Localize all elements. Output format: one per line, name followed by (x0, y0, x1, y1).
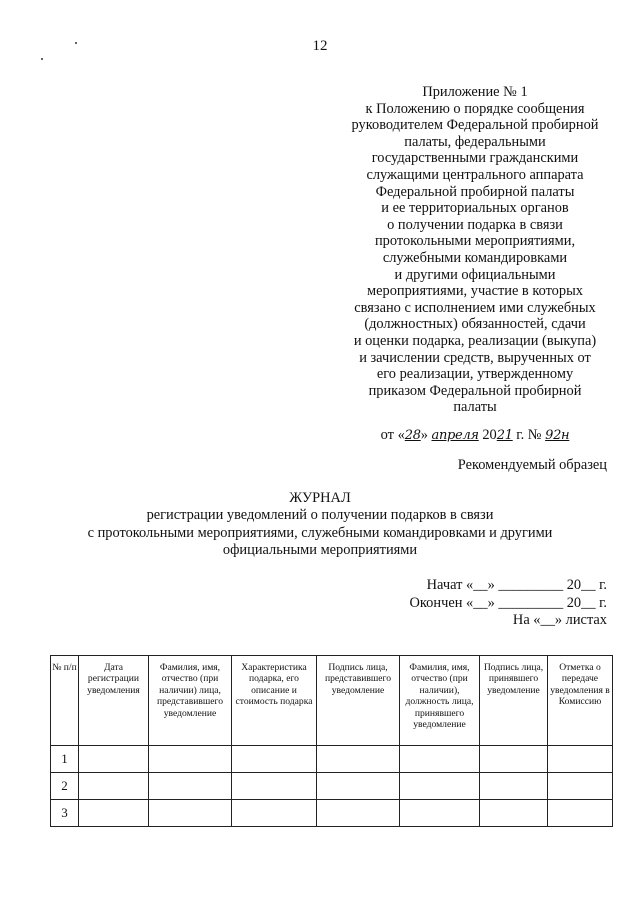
header-submitter-signature: Подпись лица, представившего уведомление (317, 656, 400, 746)
table-cell (548, 800, 613, 827)
order-number: 92н (545, 428, 570, 443)
table-cell (480, 746, 548, 773)
appendix-line: государственными гражданскими (371, 150, 579, 167)
table-row (51, 773, 613, 800)
appendix-line: палаты (453, 399, 497, 416)
header-submitter-name: Фамилия, имя, отчество (при наличии) лица, представившего уведомление (149, 656, 232, 746)
order-number-label: г. № (512, 427, 546, 443)
appendix-line: Федеральной пробирной палаты (375, 183, 575, 200)
header-commission-mark: Отметка о передаче уведомления в Комиссию (548, 656, 613, 746)
scan-speck (75, 42, 77, 44)
table-cell (149, 746, 232, 773)
table-cell (149, 773, 232, 800)
order-day: 28 (404, 428, 421, 443)
appendix-line: палаты, федеральными (404, 133, 546, 150)
order-month: апреля (431, 428, 479, 443)
page-number: 12 (312, 38, 328, 54)
journal-description (40, 507, 600, 560)
header-receiver-name: Фамилия, имя, отчество (при наличии), должность лица, принявшего уведомление (400, 656, 480, 746)
journal-ended: Окончен «__» _________ 20__ г. (409, 595, 607, 611)
appendix-line: служебными командировками (382, 249, 568, 266)
header-receiver-signature: Подпись лица, принявшего уведомление (480, 656, 548, 746)
appendix-line: и зачислении средств, вырученных от (359, 349, 591, 366)
appendix-line: и оценки подарка, реализации (выкупа) (353, 332, 597, 349)
appendix-line: и другими официальными (394, 266, 556, 283)
scan-speck (41, 58, 43, 60)
table-cell (480, 773, 548, 800)
order-year-prefix: 20 (478, 427, 497, 443)
journal-started: Начат «__» _________ 20__ г. (426, 577, 607, 593)
table-cell (232, 746, 317, 773)
row-number: 2 (51, 773, 79, 800)
table-cell (232, 773, 317, 800)
appendix-line: (должностных) обязанностей, сдачи (364, 316, 586, 333)
appendix-line: к Положению о порядке сообщения (365, 100, 585, 117)
sample-label: Рекомендуемый образец (457, 457, 607, 473)
table-row (51, 800, 613, 827)
row-number: 1 (51, 746, 79, 773)
table-cell (400, 773, 480, 800)
table-cell (480, 800, 548, 827)
order-year-suffix: 21 (496, 428, 513, 443)
appendix-line: протокольными мероприятиями, (374, 233, 576, 250)
appendix-line: приказом Федеральной пробирной (368, 382, 582, 399)
table-cell (149, 800, 232, 827)
appendix-heading (325, 84, 625, 416)
table-cell (79, 800, 149, 827)
journal-sheets: На «__» листах (512, 612, 607, 628)
table-cell (79, 773, 149, 800)
appendix-line: Приложение № 1 (422, 84, 528, 100)
header-registration-date: Дата регистрации уведомления (79, 656, 149, 746)
row-number: 3 (51, 800, 79, 827)
appendix-line: мероприятиями, участие в которых (367, 283, 583, 300)
table-cell (317, 773, 400, 800)
order-prefix: от « (380, 427, 405, 443)
journal-title: ЖУРНАЛ (289, 490, 351, 506)
table-row (51, 746, 613, 773)
header-number: № п/п (51, 656, 79, 746)
table-header-row (51, 656, 613, 746)
appendix-line: связано с исполнением ими служебных (354, 299, 596, 316)
appendix-line: и ее территориальных органов (381, 200, 569, 217)
journal-description-line: регистрации уведомлений о получении подарков в связи (146, 507, 494, 523)
appendix-line: его реализации, утвержденному (376, 366, 574, 383)
header-gift-description: Характеристика подарка, его описание и стоимость подарка (232, 656, 317, 746)
appendix-line: руководителем Федеральной пробирной (351, 117, 599, 134)
table-cell (232, 800, 317, 827)
journal-description-line: с протокольными мероприятиями, служебными командировками и другими (87, 524, 553, 541)
appendix-line: о получении подарка в связи (387, 216, 563, 233)
table-cell (79, 746, 149, 773)
table-cell (548, 746, 613, 773)
order-reference (325, 427, 625, 445)
table-cell (548, 773, 613, 800)
table-cell (317, 800, 400, 827)
table-cell (400, 746, 480, 773)
order-mid: » (420, 427, 432, 443)
registration-table (50, 655, 613, 827)
table-cell (400, 800, 480, 827)
appendix-line: служащими центрального аппарата (366, 166, 584, 183)
table-cell (317, 746, 400, 773)
journal-description-line: официальными мероприятиями (222, 542, 418, 558)
